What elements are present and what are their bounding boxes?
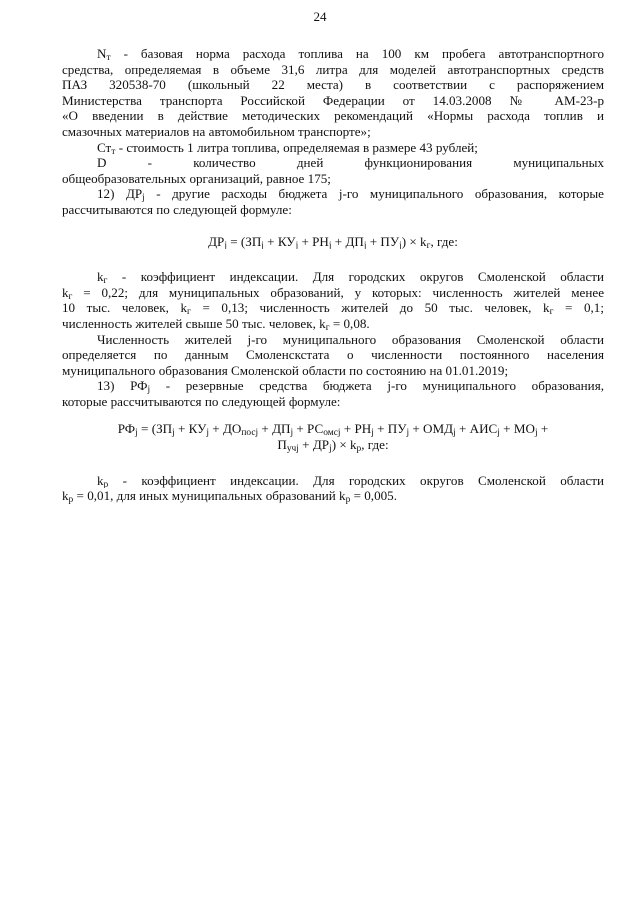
page-content [62,46,604,504]
formula-reserve-funds-line2: $П_{учj} + ДР_j) \times k_р$, где: [277,437,389,453]
paragraph-index-coefficient-r [62,473,604,504]
text-line: $N_т$ - базовая норма расхода топлива на 100 км пробега автотранспортного [97,46,604,62]
paragraph-reserve-funds [62,378,604,409]
text-line: средства, определяемая в объеме 31,6 литра для моделей автотранспортных средств [62,61,604,77]
text-line: численность жителей свыше 50 тыс. человек, $k_г = 0,08$. [62,315,370,332]
text-line: 13) $РФ_j$ - резервные средства бюджета j-го муниципального образования, [97,378,604,394]
text-line: определяется по данным Смоленскстата о численности постоянного населения [62,347,604,363]
formula-reserve-funds-line1: $РФ_j = (ЗП_j + КУ_j + ДО_{посj} + ДП_j + РС_{омсj} + РН_j + ПУ_j + ОМД_j + АИС_j + МО_j$ + [117,421,549,438]
text-line: муниципального образования Смоленской области по состоянию на 01.01.2019; [62,362,509,378]
text-line: Численность жителей j-го муниципального образования Смоленской области [97,331,604,347]
paragraph-population [62,332,604,379]
paragraph-fuel-norm [62,46,604,140]
text-line: 10 тыс. человек, $k_г = 0,13$; численность жителей до 50 тыс. человек, $k_г = 0,1$; [62,300,604,316]
text-line: Министерства транспорта Российской Федерации от 14.03.2008 № АМ-23-р [62,92,604,108]
text-line: 12) $ДР_j$ - другие расходы бюджета j-го муниципального образования, которые [97,186,604,202]
paragraph-days [62,155,604,186]
text-line: которые рассчитываются по следующей формуле: [62,393,341,409]
text-line: $k_р$ - коэффициент индексации. Для городских округов Смоленской области [97,472,604,489]
text-line: $k_г$ - коэффициент индексации. Для городских округов Смоленской области [97,269,604,285]
text-line: D - количество дней функционирования муниципальных [97,155,604,171]
paragraph-fuel-cost [62,140,604,156]
text-line: «О введении в действие методических рекомендаций «Нормы расхода топлив и [62,108,604,124]
text-line: общеобразовательных организаций, равное 175; [62,170,331,186]
paragraph-index-coefficient-g [62,269,604,331]
text-line: $k_г = 0,22$; для муниципальных образований, у которых: численность жителей менее [62,284,604,301]
text-line: ПАЗ 320538-70 (школьный 22 места) в соответствии с распоряжением [62,77,604,93]
text-line: смазочных материалов на автомобильном транспорте»; [62,123,371,139]
text-line: $Ст_т$ - стоимость 1 литра топлива, определяемая в размере 43 рублей; [97,139,478,156]
page-number: 24 [313,9,327,24]
formula-other-expenses: $ДР_j = (ЗП_j + КУ_j + РН_j + ДП_j + ПУ_j) \times k_г$, где: [208,233,458,250]
text-line: рассчитываются по следующей формуле: [62,201,292,217]
paragraph-other-expenses [62,186,604,217]
text-line: $k_р = 0,01$, для иных муниципальных образований $k_р = 0,005$. [62,488,397,504]
